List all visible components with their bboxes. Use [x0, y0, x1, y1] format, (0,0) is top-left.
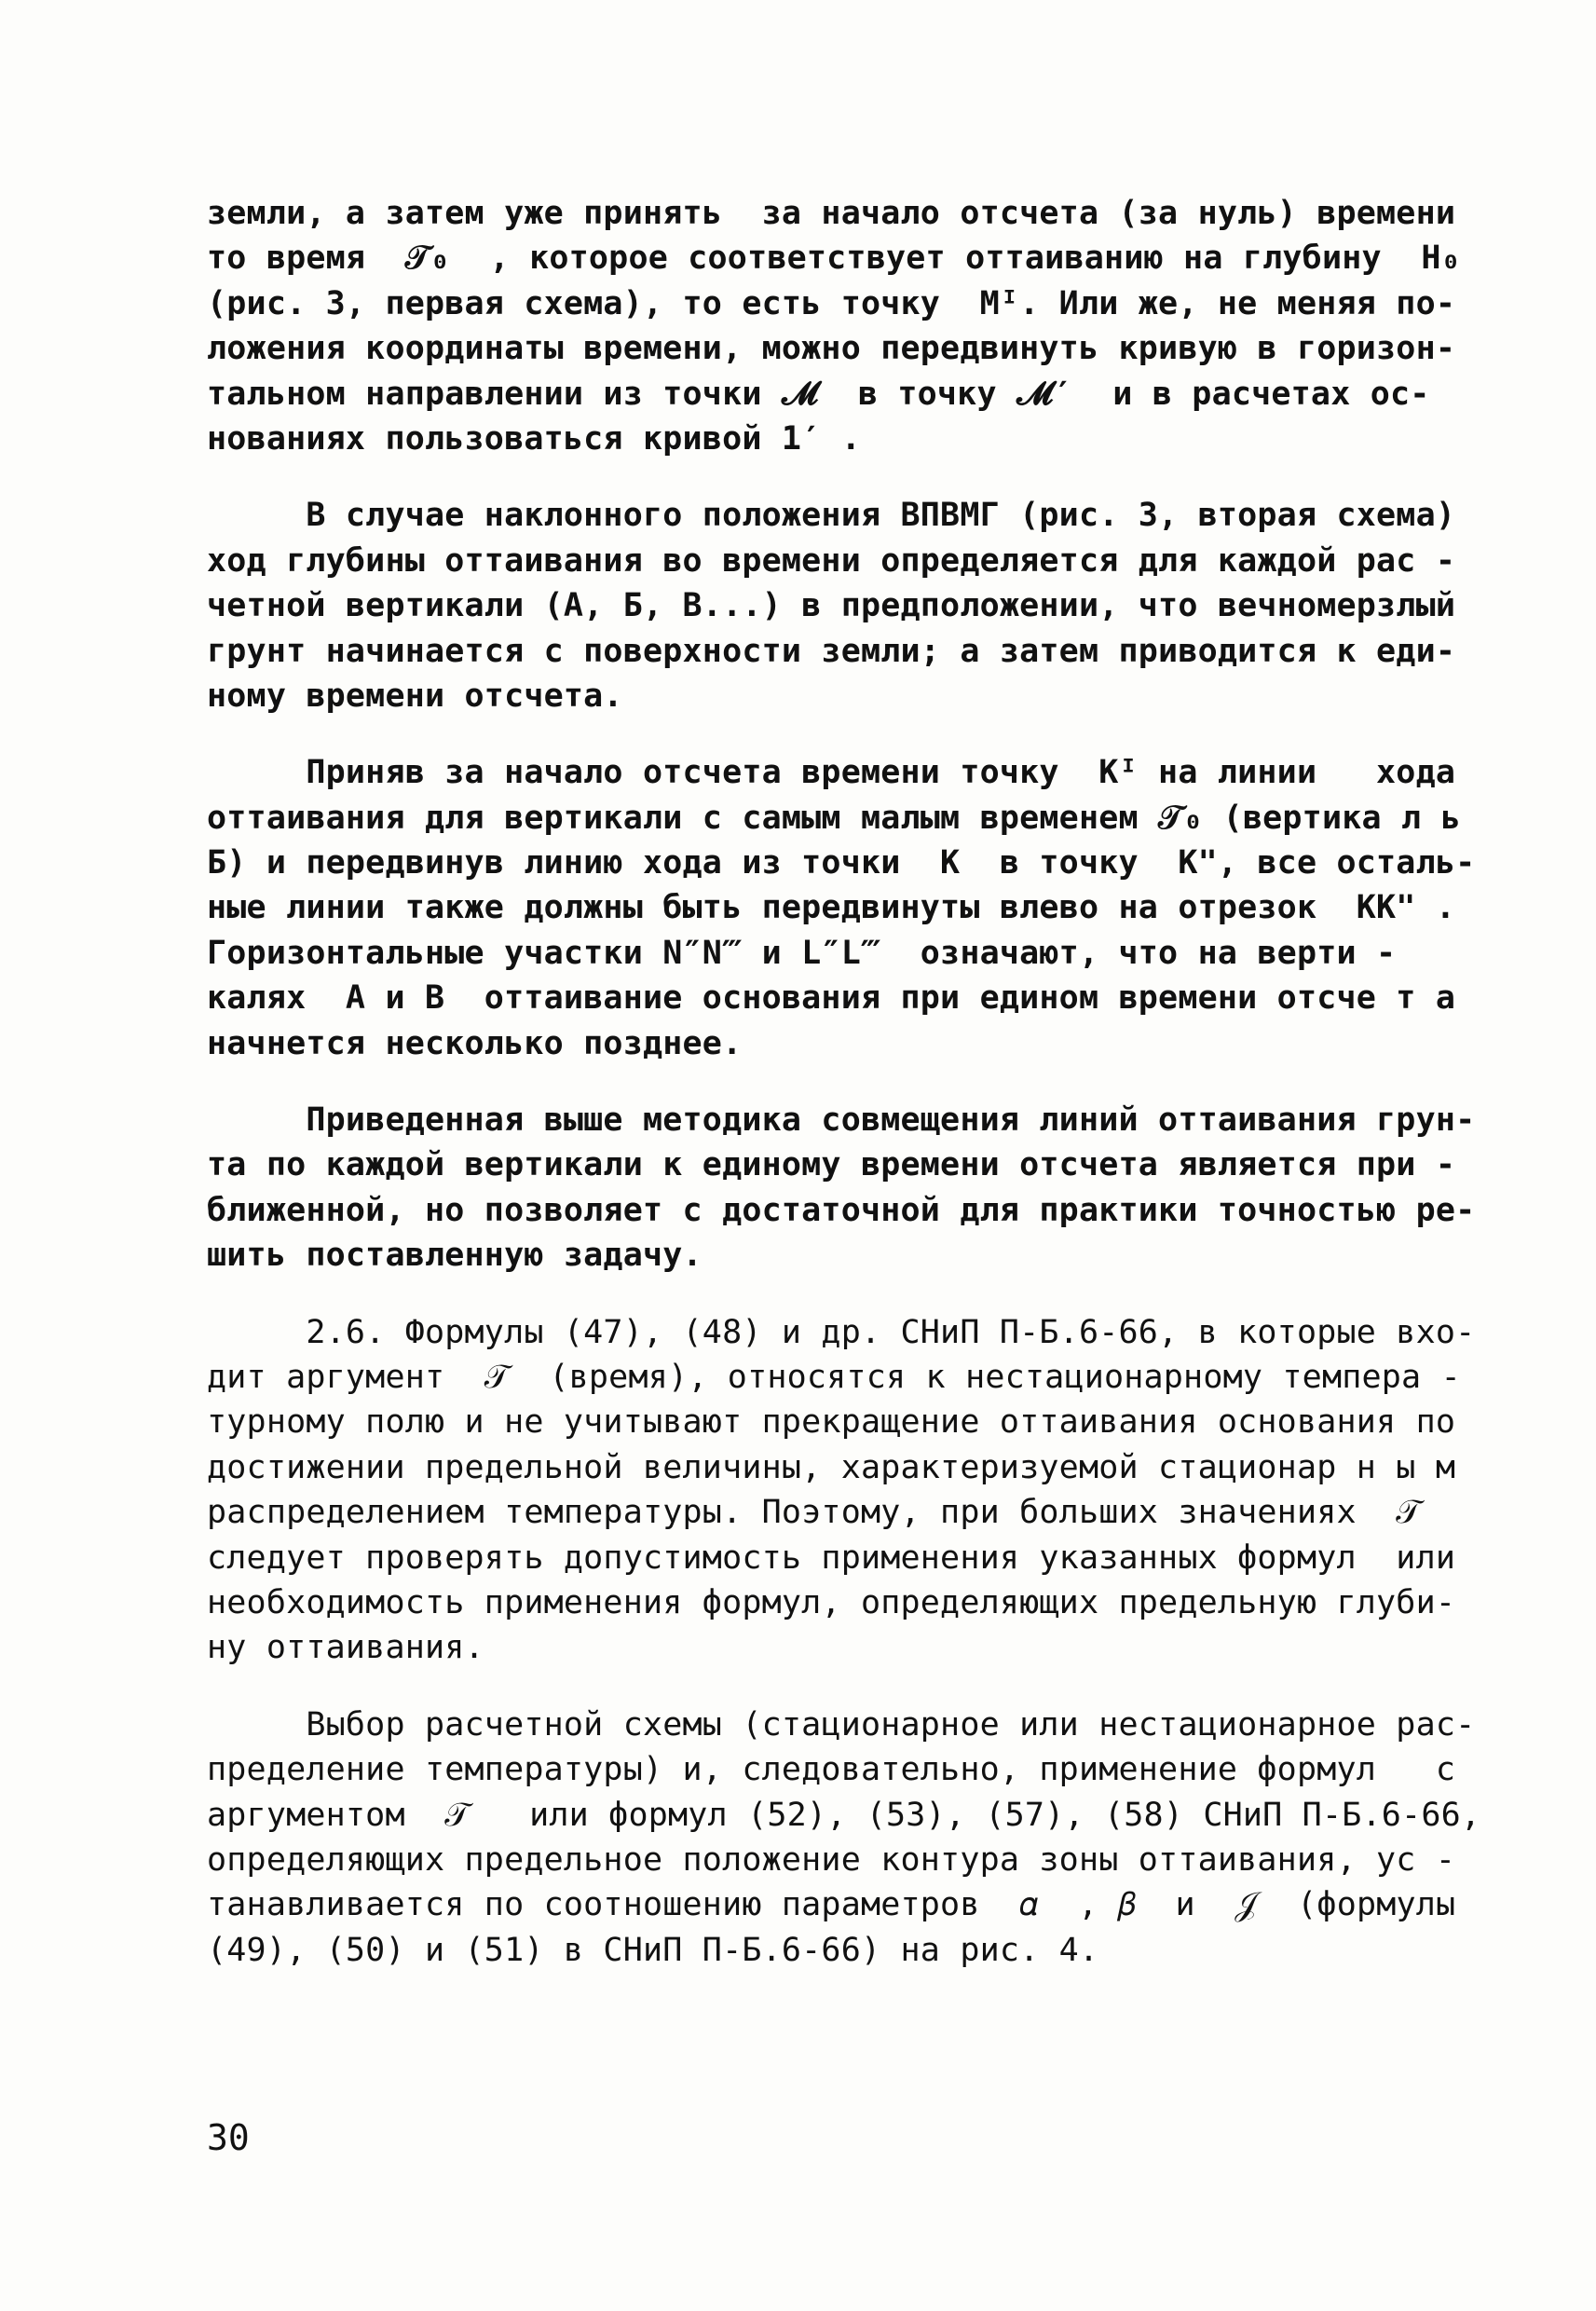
text-line: определяющих предельное положение контура зоны оттаивания, ус - [207, 1840, 1456, 1879]
text-line: Приведенная выше методика совмещения линий оттаивания грун- [207, 1101, 1476, 1140]
text-line: распределением температуры. Поэтому, при больших значениях 𝒯 [207, 1494, 1422, 1532]
text-line: грунт начинается с поверхности земли; а затем приводится к еди- [207, 632, 1456, 670]
text-line: танавливается по соотношению параметров 𝛼 , 𝛽 и 𝒥 (формулы [207, 1886, 1456, 1924]
text-line: ну оттаивания. [207, 1629, 484, 1667]
text-line: нованиях пользоваться кривой 1′ . [207, 419, 861, 458]
text-line: необходимость применения формул, определяющих предельную глуби- [207, 1583, 1456, 1621]
text-line: начнется несколько позднее. [207, 1024, 743, 1062]
text-line: ные линии также должны быть передвинуты влево на отрезок КК" . [207, 889, 1456, 927]
text-line: калях А и В оттаивание основания при едином времени отсче т а [207, 979, 1456, 1018]
text-line: аргументом 𝒯 или формул (52), (53), (57), (58) СНиП П-Б.6-66, [207, 1796, 1481, 1834]
text-line: то время 𝒯₀ , которое соответствует оттаиванию на глубину H₀ [207, 239, 1461, 278]
text-line: шить поставленную задачу. [207, 1237, 703, 1275]
text-line: дит аргумент 𝒯 (время), относятся к нестационарному темпера - [207, 1358, 1461, 1396]
text-line: Приняв за начало отсчета времени точку Кᴵ на линии хода [207, 754, 1456, 792]
paragraph-3 [207, 750, 1476, 1066]
text-line: ближенной, но позволяет с достаточной для практики точностью ре- [207, 1191, 1476, 1229]
text-line: оттаивания для вертикали с самым малым временем 𝒯₀ (вертика л ь [207, 799, 1461, 837]
text-line: (49), (50) и (51) в СНиП П-Б.6-66) на рис. 4. [207, 1931, 1099, 1969]
text-line: та по каждой вертикали к единому времени отсчета является при - [207, 1146, 1456, 1184]
paragraph-6 [207, 1702, 1481, 1973]
text-line: четной вертикали (А, Б, В...) в предположении, что вечномерзлый [207, 587, 1456, 625]
text-line: турному полю и не учитывают прекращение оттаивания основания по [207, 1403, 1456, 1442]
text-line: земли, а затем уже принять за начало отсчета (за нуль) времени [207, 195, 1456, 232]
text-line: ному времени отсчета. [207, 677, 623, 715]
text-line: тальном направлении из точки 𝓜 в точку 𝓜′ и в расчетах ос- [207, 375, 1430, 413]
text-line: ложения координаты времени, можно передвинуть кривую в горизон- [207, 330, 1456, 368]
page-number: 30 [207, 2117, 250, 2158]
paragraph-4 [207, 1098, 1476, 1279]
text-line: В случае наклонного положения ВПВМГ (рис. 3, вторая схема) [207, 497, 1456, 535]
paragraph-2 [207, 493, 1456, 718]
text-line: следует проверять допустимость применения указанных формул или [207, 1538, 1456, 1577]
body-text [207, 191, 1481, 2004]
paragraph-1 [207, 191, 1461, 461]
text-line: (рис. 3, первая схема), то есть точку Mᴵ. Или же, не меняя по- [207, 284, 1456, 322]
text-line: Б) и передвинув линию хода из точки К в точку К", все осталь- [207, 844, 1476, 882]
text-line: достижении предельной величины, характеризуемой стационар н ы м [207, 1448, 1456, 1486]
paragraph-5 [207, 1310, 1476, 1671]
text-line: Выбор расчетной схемы (стационарное или нестационарное рас- [207, 1705, 1476, 1744]
text-line: ход глубины оттаивания во времени определяется для каждой рас - [207, 541, 1456, 580]
text-line: пределение температуры) и, следовательно, применение формул с [207, 1751, 1456, 1789]
text-line: Горизонтальные участки N″N‴ и L″L‴ означают, что на верти - [207, 934, 1397, 972]
text-line: 2.6. Формулы (47), (48) и др. СНиП П-Б.6-66, в которые вхо- [207, 1313, 1476, 1351]
